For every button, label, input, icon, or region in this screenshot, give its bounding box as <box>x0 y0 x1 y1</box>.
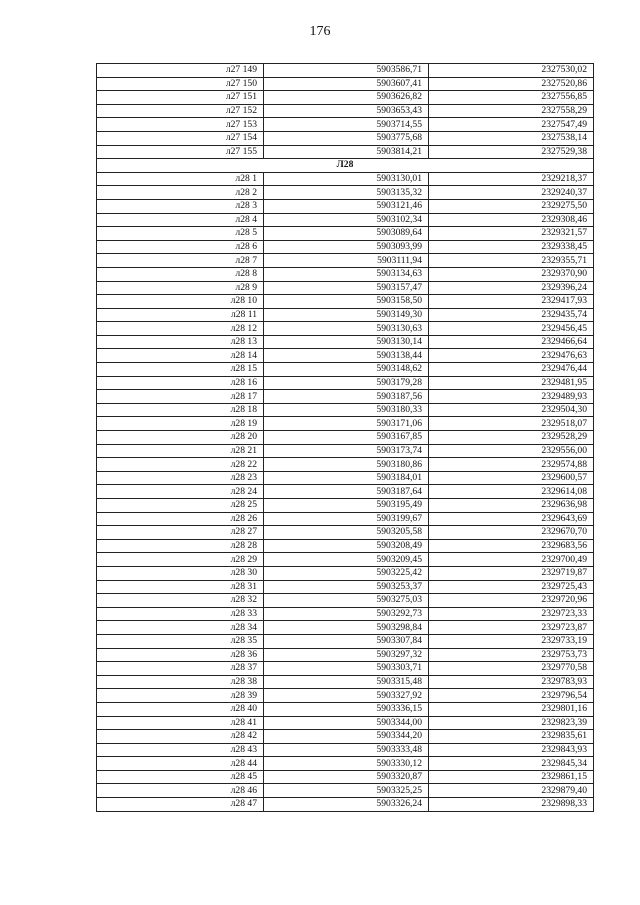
point-name-cell: л28 19 <box>97 417 264 431</box>
x-coordinate-cell: 5903814,21 <box>264 145 429 159</box>
y-coordinate-cell: 2329338,45 <box>429 240 594 254</box>
point-name-cell: л28 12 <box>97 322 264 336</box>
table-body-top <box>97 64 594 159</box>
y-coordinate-cell: 2329417,93 <box>429 295 594 309</box>
x-coordinate-cell: 5903315,48 <box>264 675 429 689</box>
coordinates-table <box>96 63 594 812</box>
table-row <box>97 417 594 431</box>
point-name-cell: л28 44 <box>97 757 264 771</box>
table-row <box>97 730 594 744</box>
y-coordinate-cell: 2329636,98 <box>429 499 594 513</box>
x-coordinate-cell: 5903184,01 <box>264 471 429 485</box>
x-coordinate-cell: 5903307,84 <box>264 634 429 648</box>
x-coordinate-cell: 5903179,28 <box>264 376 429 390</box>
x-coordinate-cell: 5903158,50 <box>264 295 429 309</box>
y-coordinate-cell: 2329643,69 <box>429 512 594 526</box>
x-coordinate-cell: 5903209,45 <box>264 553 429 567</box>
y-coordinate-cell: 2329845,34 <box>429 757 594 771</box>
table-row <box>97 689 594 703</box>
table-row <box>97 539 594 553</box>
point-name-cell: л27 153 <box>97 118 264 132</box>
point-name-cell: л28 8 <box>97 267 264 281</box>
table-row <box>97 648 594 662</box>
x-coordinate-cell: 5903333,48 <box>264 743 429 757</box>
point-name-cell: л28 33 <box>97 607 264 621</box>
table-row <box>97 675 594 689</box>
x-coordinate-cell: 5903135,32 <box>264 186 429 200</box>
point-name-cell: л28 47 <box>97 798 264 812</box>
y-coordinate-cell: 2329240,37 <box>429 186 594 200</box>
y-coordinate-cell: 2329861,15 <box>429 770 594 784</box>
y-coordinate-cell: 2329796,54 <box>429 689 594 703</box>
table-row <box>97 512 594 526</box>
x-coordinate-cell: 5903653,43 <box>264 104 429 118</box>
x-coordinate-cell: 5903208,49 <box>264 539 429 553</box>
table-row <box>97 499 594 513</box>
x-coordinate-cell: 5903344,20 <box>264 730 429 744</box>
y-coordinate-cell: 2329396,24 <box>429 281 594 295</box>
point-name-cell: л28 22 <box>97 458 264 472</box>
point-name-cell: л27 154 <box>97 131 264 145</box>
y-coordinate-cell: 2329466,64 <box>429 335 594 349</box>
x-coordinate-cell: 5903336,15 <box>264 702 429 716</box>
y-coordinate-cell: 2329370,90 <box>429 267 594 281</box>
x-coordinate-cell: 5903102,34 <box>264 213 429 227</box>
point-name-cell: л27 155 <box>97 145 264 159</box>
y-coordinate-cell: 2329700,49 <box>429 553 594 567</box>
point-name-cell: л28 39 <box>97 689 264 703</box>
table-row <box>97 716 594 730</box>
table-row <box>97 227 594 241</box>
x-coordinate-cell: 5903326,24 <box>264 798 429 812</box>
y-coordinate-cell: 2327558,29 <box>429 104 594 118</box>
y-coordinate-cell: 2327520,86 <box>429 77 594 91</box>
x-coordinate-cell: 5903297,32 <box>264 648 429 662</box>
table-row <box>97 118 594 132</box>
point-name-cell: л28 3 <box>97 199 264 213</box>
table-row <box>97 267 594 281</box>
x-coordinate-cell: 5903225,42 <box>264 566 429 580</box>
y-coordinate-cell: 2329823,39 <box>429 716 594 730</box>
y-coordinate-cell: 2329355,71 <box>429 254 594 268</box>
y-coordinate-cell: 2329518,07 <box>429 417 594 431</box>
point-name-cell: л28 15 <box>97 363 264 377</box>
point-name-cell: л27 151 <box>97 91 264 105</box>
table-row <box>97 607 594 621</box>
table-row <box>97 186 594 200</box>
table-row <box>97 770 594 784</box>
y-coordinate-cell: 2329733,19 <box>429 634 594 648</box>
point-name-cell: л28 20 <box>97 431 264 445</box>
table-row <box>97 580 594 594</box>
y-coordinate-cell: 2329835,61 <box>429 730 594 744</box>
table-row <box>97 594 594 608</box>
point-name-cell: л28 14 <box>97 349 264 363</box>
x-coordinate-cell: 5903325,25 <box>264 784 429 798</box>
x-coordinate-cell: 5903130,14 <box>264 335 429 349</box>
table-row <box>97 308 594 322</box>
point-name-cell: л28 25 <box>97 499 264 513</box>
table-row <box>97 403 594 417</box>
x-coordinate-cell: 5903167,85 <box>264 431 429 445</box>
table-row <box>97 444 594 458</box>
table-row <box>97 621 594 635</box>
x-coordinate-cell: 5903089,64 <box>264 227 429 241</box>
y-coordinate-cell: 2329574,88 <box>429 458 594 472</box>
y-coordinate-cell: 2329683,56 <box>429 539 594 553</box>
y-coordinate-cell: 2329435,74 <box>429 308 594 322</box>
table-row <box>97 784 594 798</box>
point-name-cell: л28 28 <box>97 539 264 553</box>
y-coordinate-cell: 2329670,70 <box>429 526 594 540</box>
table-row <box>97 553 594 567</box>
table-row <box>97 77 594 91</box>
x-coordinate-cell: 5903344,00 <box>264 716 429 730</box>
y-coordinate-cell: 2329476,44 <box>429 363 594 377</box>
table-row <box>97 702 594 716</box>
y-coordinate-cell: 2329720,96 <box>429 594 594 608</box>
y-coordinate-cell: 2329489,93 <box>429 390 594 404</box>
x-coordinate-cell: 5903134,63 <box>264 267 429 281</box>
x-coordinate-cell: 5903275,03 <box>264 594 429 608</box>
point-name-cell: л28 18 <box>97 403 264 417</box>
table-row <box>97 376 594 390</box>
x-coordinate-cell: 5903187,64 <box>264 485 429 499</box>
table-row <box>97 295 594 309</box>
table-row <box>97 798 594 812</box>
point-name-cell: л28 43 <box>97 743 264 757</box>
x-coordinate-cell: 5903253,37 <box>264 580 429 594</box>
point-name-cell: л28 7 <box>97 254 264 268</box>
y-coordinate-cell: 2327530,02 <box>429 64 594 78</box>
table-row <box>97 254 594 268</box>
x-coordinate-cell: 5903205,58 <box>264 526 429 540</box>
y-coordinate-cell: 2329556,00 <box>429 444 594 458</box>
y-coordinate-cell: 2329528,29 <box>429 431 594 445</box>
table-row <box>97 390 594 404</box>
x-coordinate-cell: 5903327,92 <box>264 689 429 703</box>
y-coordinate-cell: 2327556,85 <box>429 91 594 105</box>
x-coordinate-cell: 5903303,71 <box>264 662 429 676</box>
point-name-cell: л28 4 <box>97 213 264 227</box>
point-name-cell: л28 26 <box>97 512 264 526</box>
y-coordinate-cell: 2329723,33 <box>429 607 594 621</box>
x-coordinate-cell: 5903330,12 <box>264 757 429 771</box>
y-coordinate-cell: 2327529,38 <box>429 145 594 159</box>
x-coordinate-cell: 5903130,63 <box>264 322 429 336</box>
y-coordinate-cell: 2329898,33 <box>429 798 594 812</box>
point-name-cell: л28 46 <box>97 784 264 798</box>
point-name-cell: л28 16 <box>97 376 264 390</box>
table-row <box>97 322 594 336</box>
point-name-cell: л28 29 <box>97 553 264 567</box>
x-coordinate-cell: 5903626,82 <box>264 91 429 105</box>
y-coordinate-cell: 2329719,87 <box>429 566 594 580</box>
x-coordinate-cell: 5903586,71 <box>264 64 429 78</box>
table-row <box>97 485 594 499</box>
point-name-cell: л28 9 <box>97 281 264 295</box>
table-row <box>97 757 594 771</box>
point-name-cell: л28 40 <box>97 702 264 716</box>
section-header-row <box>97 159 594 173</box>
y-coordinate-cell: 2329879,40 <box>429 784 594 798</box>
y-coordinate-cell: 2329456,45 <box>429 322 594 336</box>
x-coordinate-cell: 5903093,99 <box>264 240 429 254</box>
table-row <box>97 431 594 445</box>
y-coordinate-cell: 2327547,49 <box>429 118 594 132</box>
y-coordinate-cell: 2329614,08 <box>429 485 594 499</box>
x-coordinate-cell: 5903171,06 <box>264 417 429 431</box>
point-name-cell: л28 36 <box>97 648 264 662</box>
table-row <box>97 566 594 580</box>
table-row <box>97 131 594 145</box>
point-name-cell: л28 2 <box>97 186 264 200</box>
point-name-cell: л28 42 <box>97 730 264 744</box>
page-number: 176 <box>309 24 331 39</box>
x-coordinate-cell: 5903320,87 <box>264 770 429 784</box>
point-name-cell: л28 45 <box>97 770 264 784</box>
table-row <box>97 145 594 159</box>
x-coordinate-cell: 5903775,68 <box>264 131 429 145</box>
x-coordinate-cell: 5903157,47 <box>264 281 429 295</box>
table-row <box>97 172 594 186</box>
x-coordinate-cell: 5903138,44 <box>264 349 429 363</box>
table-row <box>97 240 594 254</box>
y-coordinate-cell: 2327538,14 <box>429 131 594 145</box>
point-name-cell: л28 30 <box>97 566 264 580</box>
x-coordinate-cell: 5903180,33 <box>264 403 429 417</box>
point-name-cell: л28 38 <box>97 675 264 689</box>
point-name-cell: л28 17 <box>97 390 264 404</box>
y-coordinate-cell: 2329783,93 <box>429 675 594 689</box>
point-name-cell: л28 32 <box>97 594 264 608</box>
point-name-cell: л28 5 <box>97 227 264 241</box>
point-name-cell: л28 35 <box>97 634 264 648</box>
table-body-bottom <box>97 172 594 811</box>
y-coordinate-cell: 2329504,30 <box>429 403 594 417</box>
x-coordinate-cell: 5903111,94 <box>264 254 429 268</box>
point-name-cell: л28 27 <box>97 526 264 540</box>
y-coordinate-cell: 2329481,95 <box>429 376 594 390</box>
y-coordinate-cell: 2329600,57 <box>429 471 594 485</box>
point-name-cell: л28 13 <box>97 335 264 349</box>
point-name-cell: л28 6 <box>97 240 264 254</box>
point-name-cell: л27 149 <box>97 64 264 78</box>
table-row <box>97 634 594 648</box>
table-row <box>97 213 594 227</box>
point-name-cell: л28 24 <box>97 485 264 499</box>
x-coordinate-cell: 5903149,30 <box>264 308 429 322</box>
point-name-cell: л28 10 <box>97 295 264 309</box>
table-row <box>97 471 594 485</box>
point-name-cell: л28 11 <box>97 308 264 322</box>
section-title: Л28 <box>97 159 594 173</box>
table-row <box>97 743 594 757</box>
y-coordinate-cell: 2329770,58 <box>429 662 594 676</box>
x-coordinate-cell: 5903607,41 <box>264 77 429 91</box>
x-coordinate-cell: 5903173,74 <box>264 444 429 458</box>
table-row <box>97 281 594 295</box>
x-coordinate-cell: 5903187,56 <box>264 390 429 404</box>
point-name-cell: л28 31 <box>97 580 264 594</box>
y-coordinate-cell: 2329218,37 <box>429 172 594 186</box>
x-coordinate-cell: 5903195,49 <box>264 499 429 513</box>
x-coordinate-cell: 5903121,46 <box>264 199 429 213</box>
x-coordinate-cell: 5903130,01 <box>264 172 429 186</box>
table-row <box>97 526 594 540</box>
y-coordinate-cell: 2329723,87 <box>429 621 594 635</box>
x-coordinate-cell: 5903148,62 <box>264 363 429 377</box>
point-name-cell: л27 150 <box>97 77 264 91</box>
point-name-cell: л27 152 <box>97 104 264 118</box>
point-name-cell: л28 41 <box>97 716 264 730</box>
table-row <box>97 199 594 213</box>
section-header-group <box>97 159 594 173</box>
point-name-cell: л28 23 <box>97 471 264 485</box>
y-coordinate-cell: 2329275,50 <box>429 199 594 213</box>
point-name-cell: л28 1 <box>97 172 264 186</box>
point-name-cell: л28 37 <box>97 662 264 676</box>
point-name-cell: л28 21 <box>97 444 264 458</box>
table-row <box>97 64 594 78</box>
y-coordinate-cell: 2329843,93 <box>429 743 594 757</box>
point-name-cell: л28 34 <box>97 621 264 635</box>
y-coordinate-cell: 2329801,16 <box>429 702 594 716</box>
table-row <box>97 104 594 118</box>
table-row <box>97 91 594 105</box>
x-coordinate-cell: 5903714,55 <box>264 118 429 132</box>
y-coordinate-cell: 2329476,63 <box>429 349 594 363</box>
table-row <box>97 349 594 363</box>
x-coordinate-cell: 5903199,67 <box>264 512 429 526</box>
table-row <box>97 662 594 676</box>
y-coordinate-cell: 2329725,43 <box>429 580 594 594</box>
table-row <box>97 458 594 472</box>
table-row <box>97 335 594 349</box>
table-row <box>97 363 594 377</box>
y-coordinate-cell: 2329308,46 <box>429 213 594 227</box>
y-coordinate-cell: 2329321,57 <box>429 227 594 241</box>
x-coordinate-cell: 5903180,86 <box>264 458 429 472</box>
x-coordinate-cell: 5903298,84 <box>264 621 429 635</box>
y-coordinate-cell: 2329753,73 <box>429 648 594 662</box>
x-coordinate-cell: 5903292,73 <box>264 607 429 621</box>
